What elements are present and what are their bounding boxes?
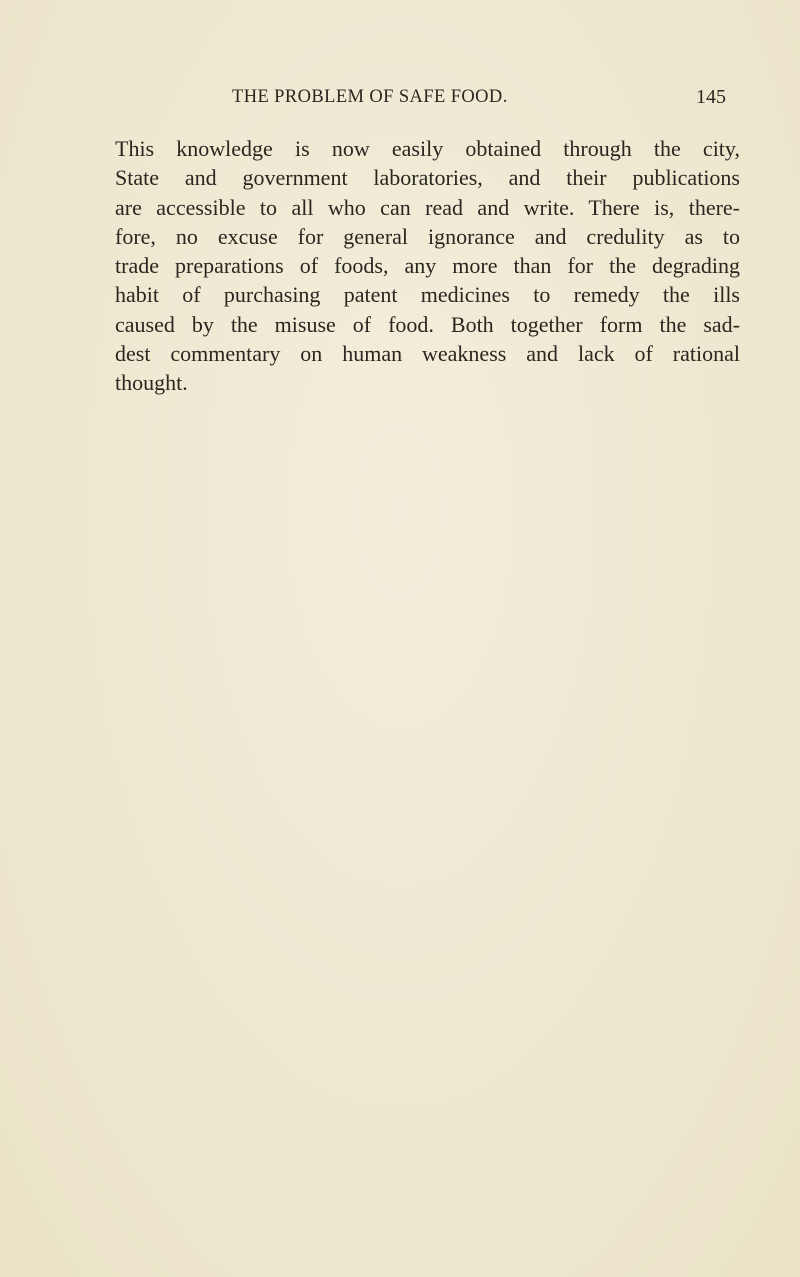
text-line: trade preparations of foods, any more than for the degrading — [115, 253, 740, 279]
text-line: caused by the misuse of food. Both together form the sad- — [115, 311, 740, 337]
text-line: dest commentary on human weakness and lack of rational — [115, 341, 740, 367]
body-paragraph — [115, 134, 740, 398]
text-line: State and government laboratories, and their publications — [115, 165, 740, 191]
running-head — [0, 84, 800, 110]
text-line: This knowledge is now easily obtained through the city, — [115, 136, 740, 161]
text-line: habit of purchasing patent medicines to remedy the ills — [115, 282, 740, 308]
text-line: are accessible to all who can read and write. There is, there- — [115, 194, 740, 220]
text-line: thought. — [115, 370, 188, 396]
header-title: THE PROBLEM OF SAFE FOOD. — [232, 87, 508, 107]
text-line: fore, no excuse for general ignorance and credulity as to — [115, 223, 740, 249]
page-number: 145 — [696, 86, 726, 108]
